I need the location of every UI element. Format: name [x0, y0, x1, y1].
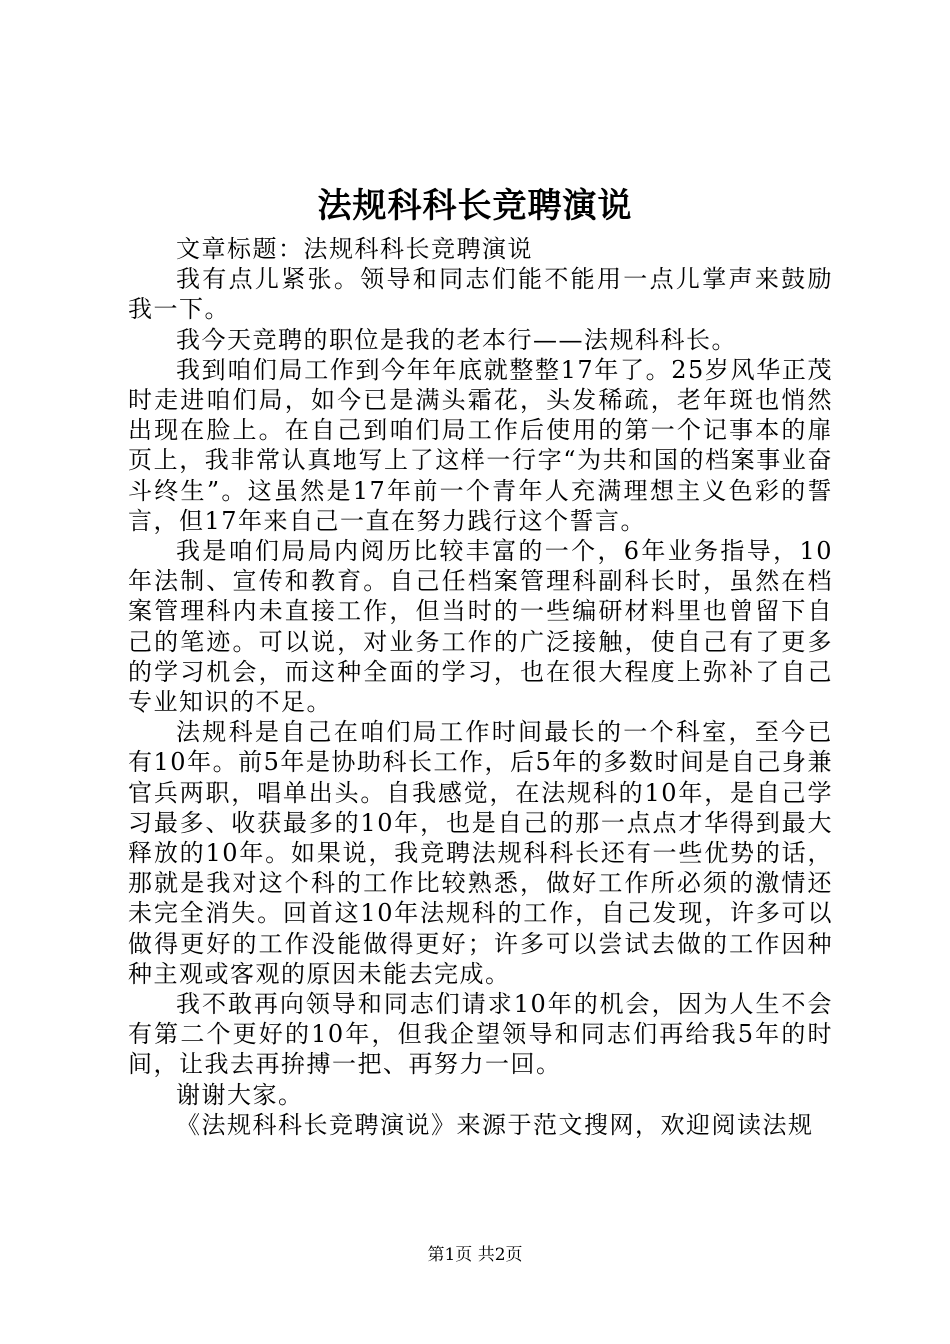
paragraph-source-note: 《法规科科长竞聘演说》来源于范文搜网，欢迎阅读法规 — [176, 1110, 814, 1139]
paragraph-article-title: 文章标题：法规科科长竞聘演说 — [176, 235, 533, 263]
paragraph-experience: 我是咱们局局内阅历比较丰富的一个，6年业务指导，10年法制、宣传和教育。自己任档案管理科副科长时，虽然在档案管理科内未直接工作，但当时的一些编研材料里也曾留下自己的笔迹。可以说，对业务工作的广泛接触，使自己有了更多的学习机会，而这种全面的学习，也在很大程度上弥补了自己专业知识的不足。 — [128, 537, 833, 717]
paragraph-career-history: 我到咱们局工作到今年年底就整整17年了。25岁风华正茂时走进咱们局，如今已是满头霜花，头发稀疏，老年斑也悄然出现在脸上。在自己到咱们局工作后使用的第一个记事本的扉页上，我非常认真地写上了这样一行字“为共和国的档案事业奋斗终生”。这虽然是17年前一个青年人充满理想主义色彩的誓言，但17年来自己一直在努力践行这个誓言。 — [128, 355, 833, 535]
paragraph-opening: 我有点儿紧张。领导和同志们能不能用一点儿掌声来鼓励我一下。 — [128, 265, 833, 324]
paragraph-request: 我不敢再向领导和同志们请求10年的机会，因为人生不会有第二个更好的10年，但我企望领导和同志们再给我5年的时间，让我去再拚搏一把、再努力一回。 — [128, 990, 833, 1079]
paragraph-regulations-dept: 法规科是自己在咱们局工作时间最长的一个科室，至今已有10年。前5年是协助科长工作，后5年的多数时间是自己身兼官兵两职，唱单出头。自我感觉，在法规科的10年，是自己学习最多、收获最多的10年，也是自己的那一点点才华得到最大释放的10年。如果说，我竞聘法规科科长还有一些优势的话，那就是我对这个科的工作比较熟悉，做好工作所必须的激情还未完全消失。回首这10年法规科的工作，自己发现，许多可以做得更好的工作没能做得更好；许多可以尝试去做的工作因种种主观或客观的原因未能去完成。 — [128, 718, 833, 988]
paragraph-thanks: 谢谢大家。 — [176, 1080, 304, 1109]
page-number-footer: 第1页 共2页 — [427, 1245, 523, 1265]
paragraph-position: 我今天竞聘的职位是我的老本行——法规科科长。 — [176, 325, 737, 354]
document-title: 法规科科长竞聘演说 — [317, 186, 633, 226]
document-body — [128, 234, 833, 1140]
